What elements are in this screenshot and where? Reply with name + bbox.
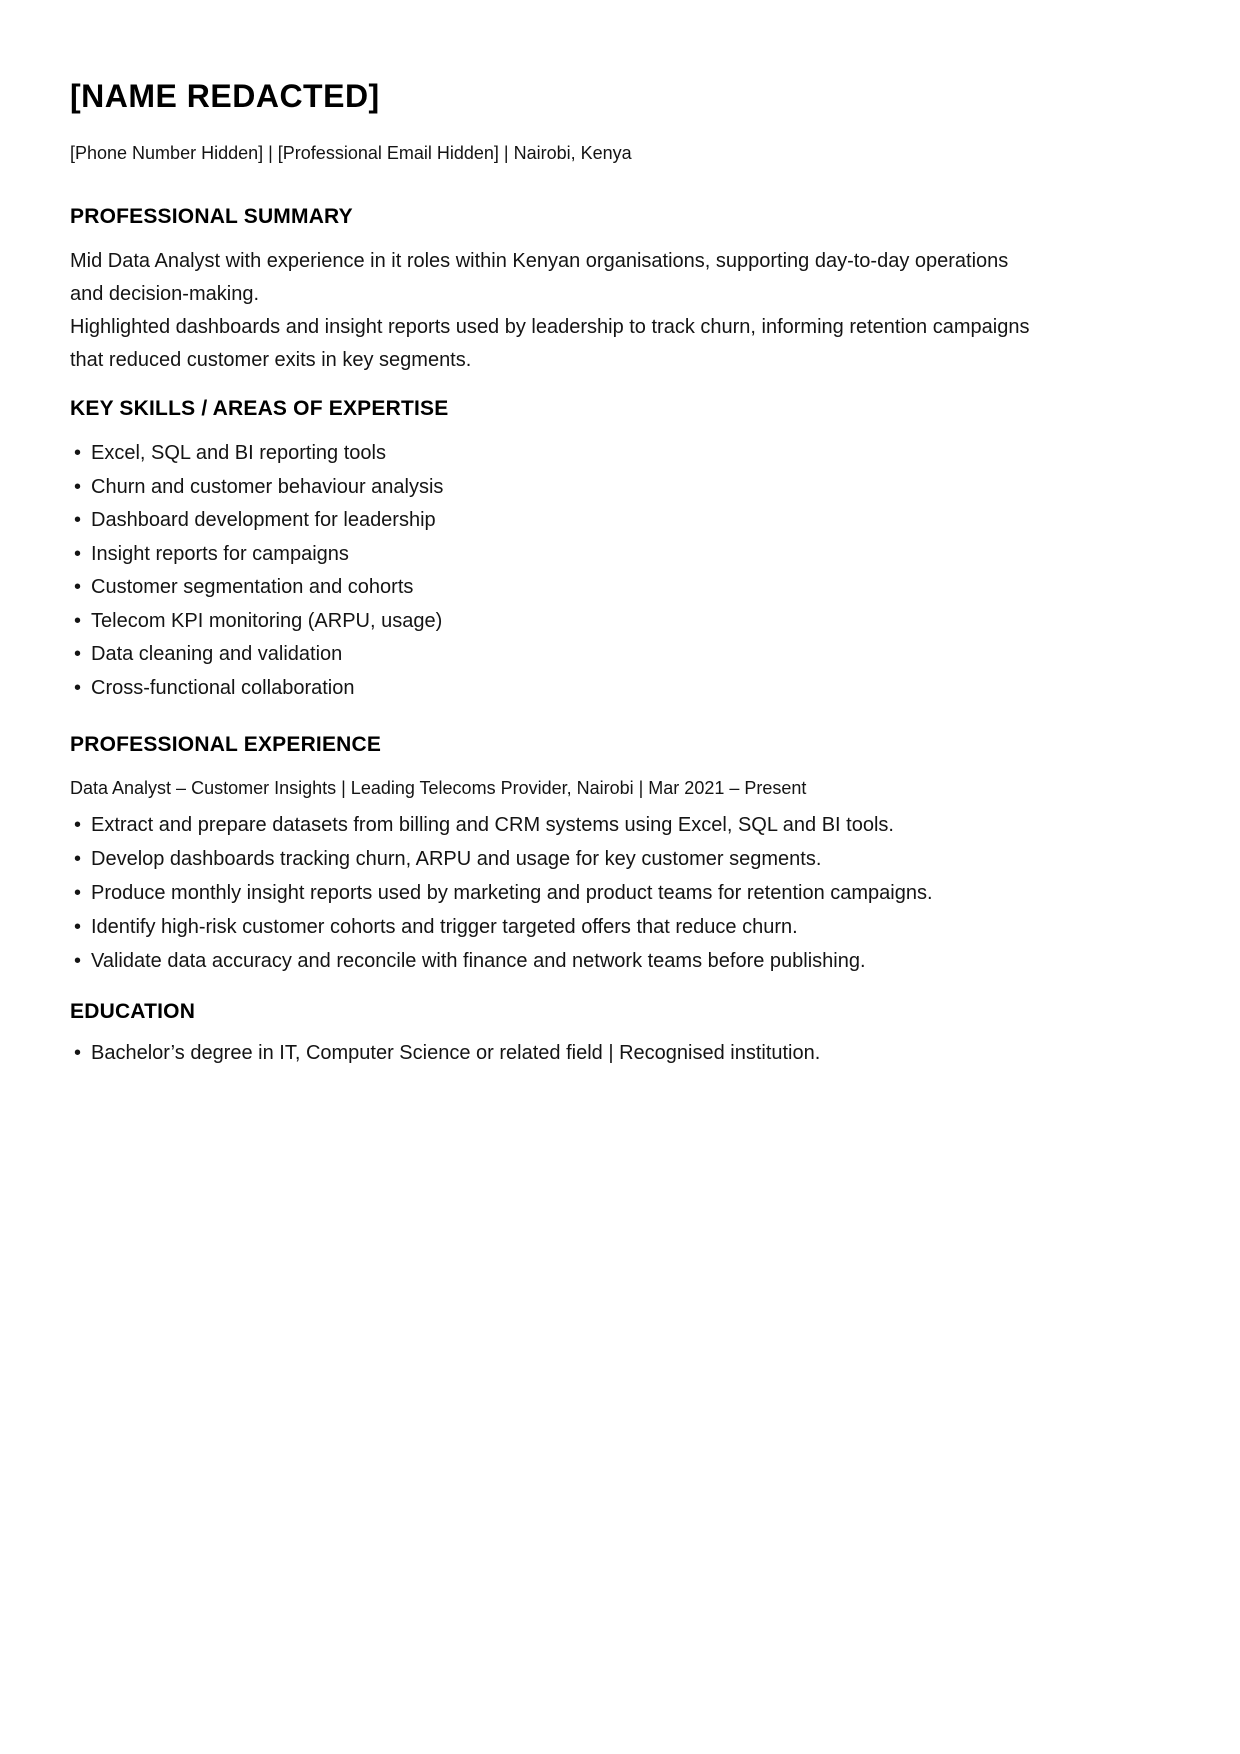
heading-professional-experience: PROFESSIONAL EXPERIENCE xyxy=(70,733,382,756)
candidate-name: [NAME REDACTED] xyxy=(70,78,380,114)
skills-list xyxy=(70,437,1170,705)
education-list xyxy=(70,1036,1170,1070)
education-item: • Bachelor’s degree in IT, Computer Science or related field | Recognised institution. xyxy=(70,1036,1170,1070)
summary-paragraph: Mid Data Analyst with experience in it roles within Kenyan organisations, supporting day-to-day operations and decision-making. xyxy=(70,250,1009,305)
heading-professional-summary: PROFESSIONAL SUMMARY xyxy=(70,205,353,228)
heading-education: EDUCATION xyxy=(70,1000,196,1023)
experience-bullet: • Identify high-risk customer cohorts and trigger targeted offers that reduce churn. xyxy=(70,910,1170,944)
skill-item: • Telecom KPI monitoring (ARPU, usage) xyxy=(70,605,1170,639)
contact-line: [Phone Number Hidden] | [Professional Email Hidden] | Nairobi, Kenya xyxy=(70,143,632,163)
summary-paragraph: Highlighted dashboards and insight reports used by leadership to track churn, informing retention campaigns that reduced customer exits in key segments. xyxy=(70,316,1030,371)
heading-key-skills: KEY SKILLS / AREAS OF EXPERTISE xyxy=(70,397,449,420)
skill-item: • Customer segmentation and cohorts xyxy=(70,571,1170,605)
experience-bullet: • Develop dashboards tracking churn, ARPU and usage for key customer segments. xyxy=(70,842,1170,876)
skill-item: • Insight reports for campaigns xyxy=(70,538,1170,572)
skill-item: • Dashboard development for leadership xyxy=(70,504,1170,538)
skill-item: • Data cleaning and validation xyxy=(70,638,1170,672)
summary-paragraphs xyxy=(70,245,1032,377)
skill-item: • Cross-functional collaboration xyxy=(70,672,1170,706)
experience-bullet: • Produce monthly insight reports used by marketing and product teams for retention campaigns. xyxy=(70,876,1170,910)
experience-role-line: Data Analyst – Customer Insights | Leading Telecoms Provider, Nairobi | Mar 2021 – Present xyxy=(70,778,807,798)
experience-bullet: • Extract and prepare datasets from billing and CRM systems using Excel, SQL and BI tools. xyxy=(70,808,1170,842)
experience-bullet: • Validate data accuracy and reconcile with finance and network teams before publishing. xyxy=(70,944,1170,978)
skill-item: • Churn and customer behaviour analysis xyxy=(70,471,1170,505)
experience-bullet-list xyxy=(70,808,1170,978)
skill-item: • Excel, SQL and BI reporting tools xyxy=(70,437,1170,471)
